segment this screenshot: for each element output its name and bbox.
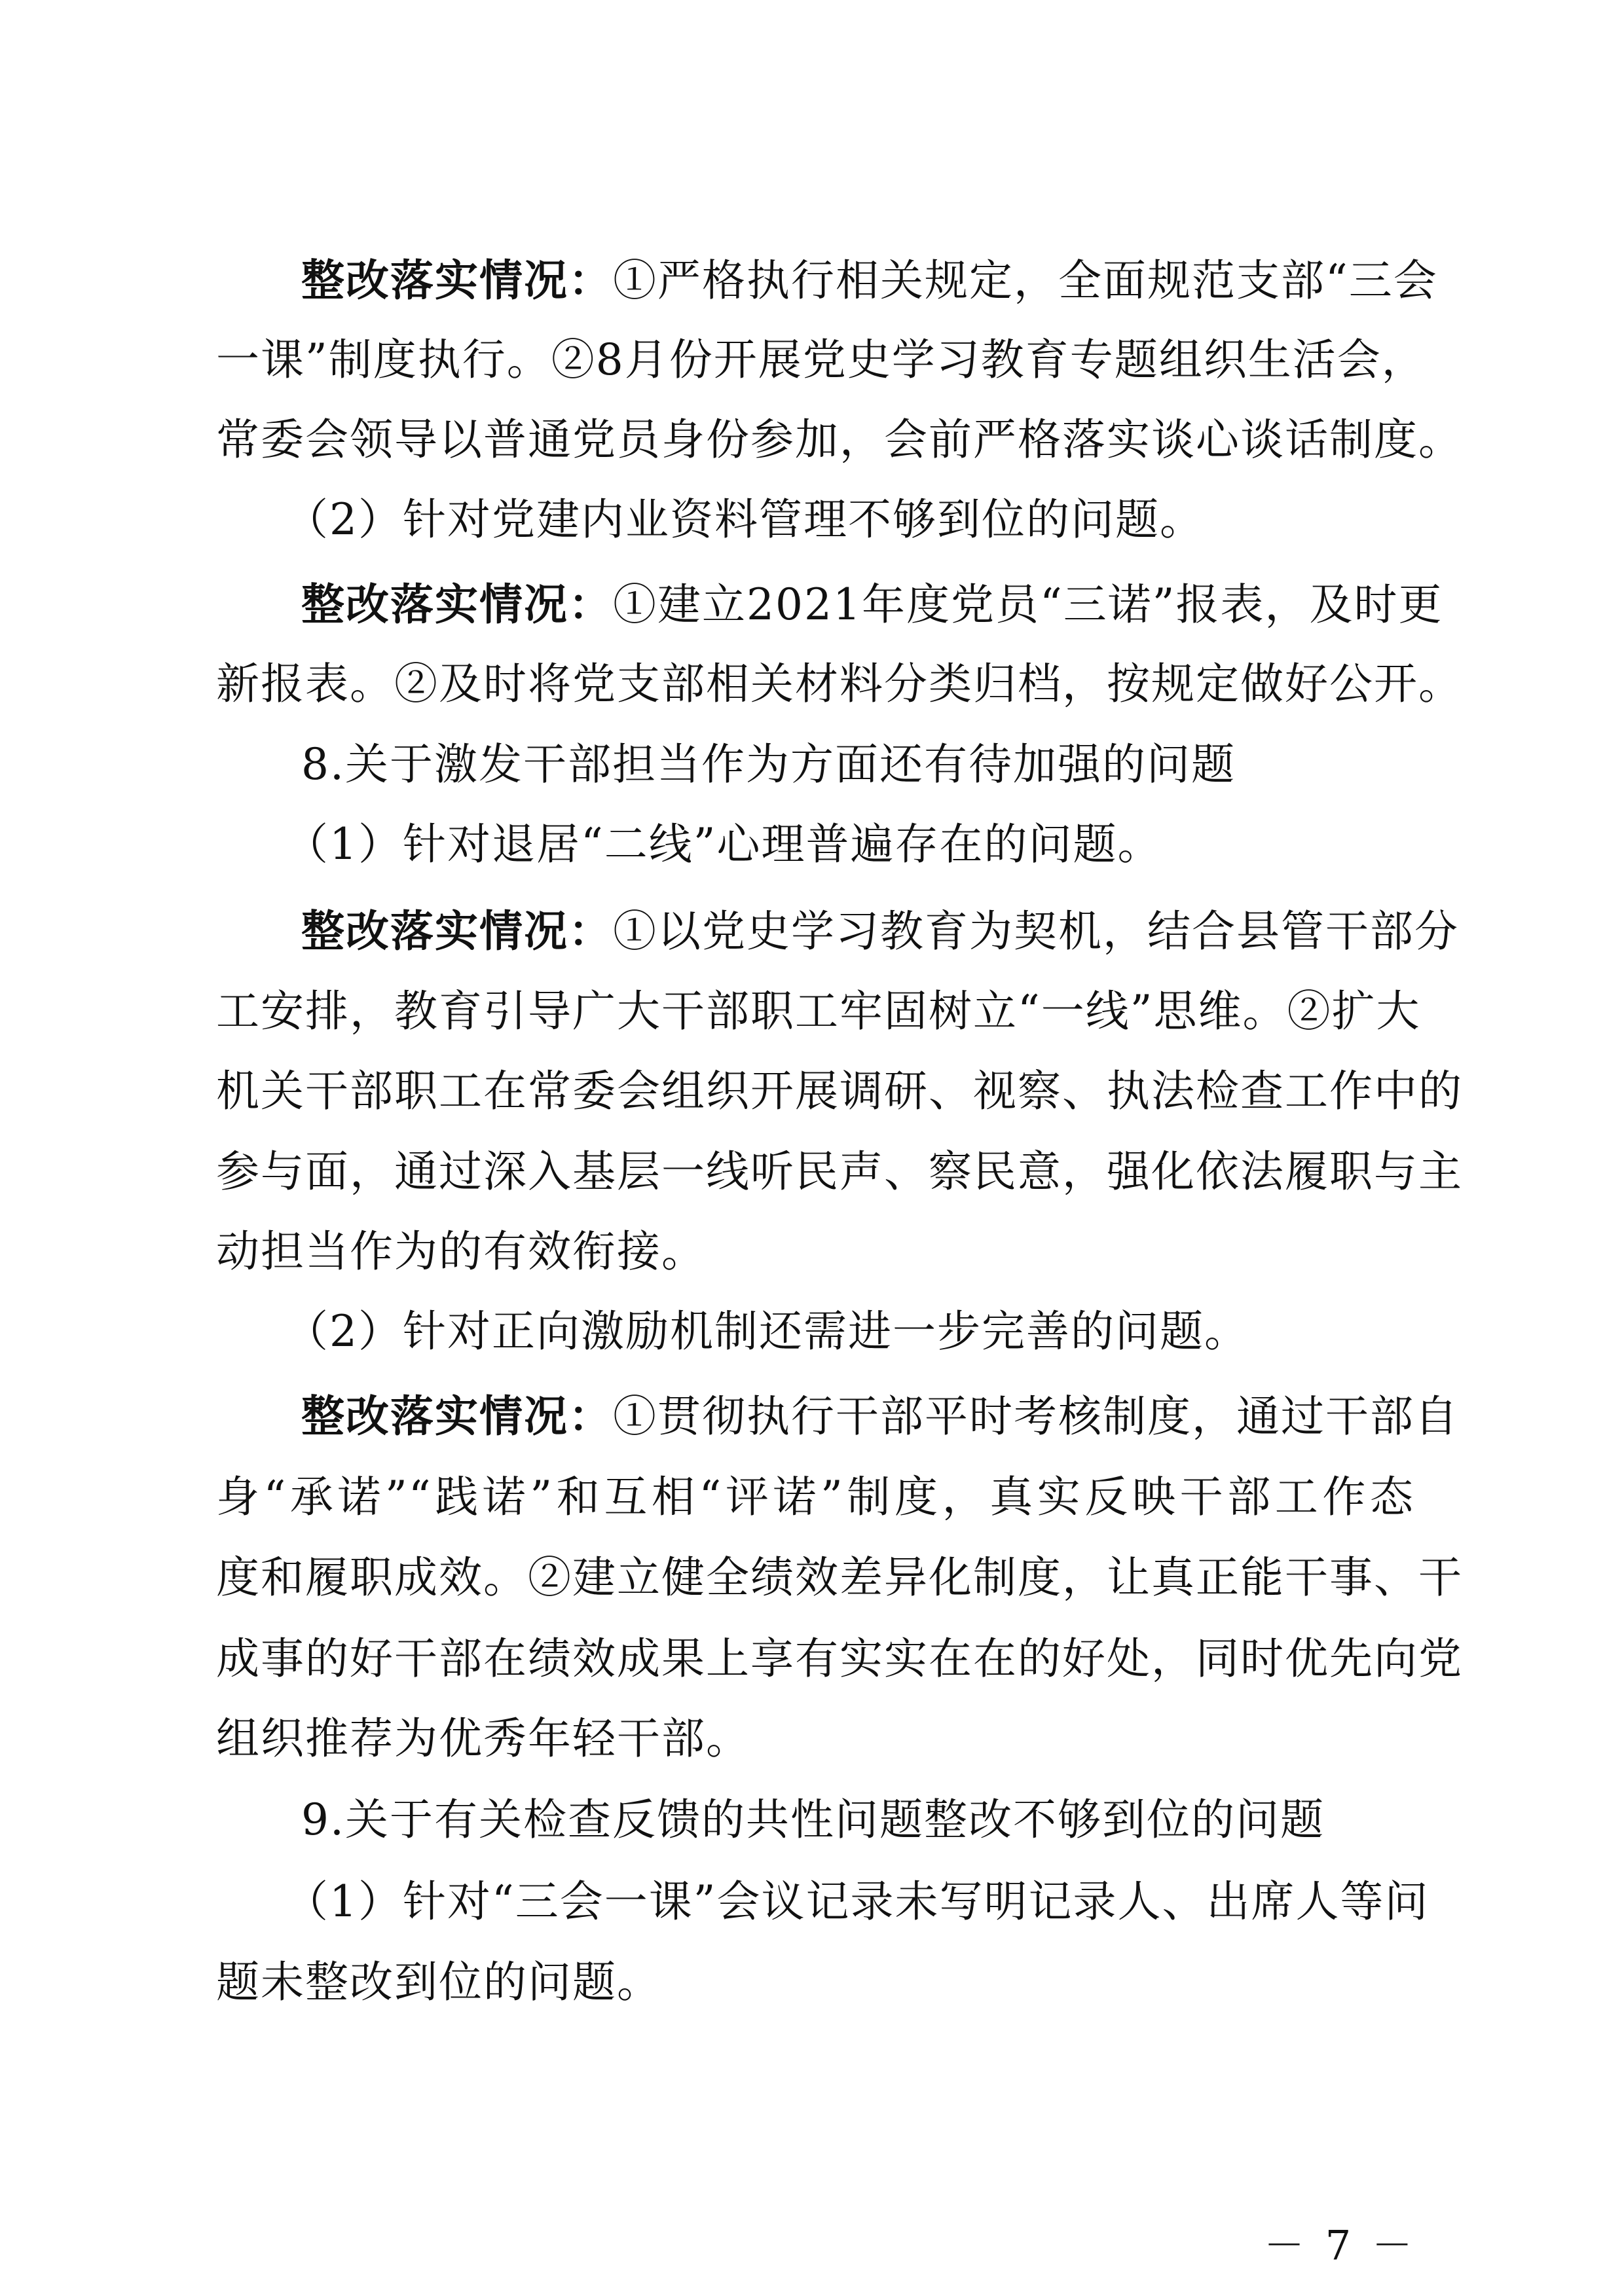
paragraph-line: 机关干部职工在常委会组织开展调研、视察、执法检查工作中的 (216, 1066, 1463, 1116)
paragraph-line: 参与面，通过深入基层一线听民声、察民意，强化依法履职与主 (216, 1146, 1463, 1197)
paragraph-line: 成事的好干部在绩效成果上享有实实在在的好处，同时优先向党 (216, 1633, 1463, 1684)
paragraph-line: 身“承诺”“践诺”和互相“评诺”制度，真实反映干部工作态 (216, 1472, 1414, 1522)
paragraph-line: 一课”制度执行。②8月份开展党史学习教育专题组织生活会， (216, 335, 1426, 385)
section-heading: 9.关于有关检查反馈的共性问题整改不够到位的问题 (301, 1795, 1325, 1845)
subheading: （2）针对正向激励机制还需进一步完善的问题。 (285, 1306, 1249, 1357)
paragraph-line: 新报表。②及时将党支部相关材料分类归档，按规定做好公开。 (216, 659, 1463, 709)
paragraph-line: 题未整改到位的问题。 (216, 1957, 661, 2007)
line-text: ①建立2021年度党员“三诺”报表，及时更 (613, 579, 1443, 630)
paragraph-line: 常委会领导以普通党员身份参加，会前严格落实谈心谈话制度。 (216, 414, 1463, 465)
paragraph-line (301, 1390, 1459, 1443)
paragraph-line (301, 254, 1438, 307)
line-text: ①贯彻执行干部平时考核制度，通过干部自 (613, 1391, 1459, 1442)
subheading: （1）针对退居“二线”心理普遍存在的问题。 (285, 819, 1162, 869)
paragraph-line: 工安排，教育引导广大干部职工牢固树立“一线”思维。②扩大 (216, 986, 1421, 1036)
line-text: ①严格执行相关规定，全面规范支部“三会 (613, 255, 1438, 306)
section-label: 整改落实情况： (301, 255, 613, 306)
page-number: － 7 － (1264, 2221, 1416, 2269)
subheading: （2）针对党建内业资料管理不够到位的问题。 (285, 494, 1204, 545)
paragraph-line: 组织推荐为优秀年轻干部。 (216, 1713, 750, 1764)
paragraph-line: 度和履职成效。②建立健全绩效差异化制度，让真正能干事、干 (216, 1552, 1463, 1603)
section-label: 整改落实情况： (301, 1391, 613, 1442)
paragraph-line (301, 578, 1443, 631)
paragraph-line: 动担当作为的有效衔接。 (216, 1226, 706, 1277)
section-label: 整改落实情况： (301, 905, 613, 957)
paragraph-line (301, 905, 1459, 958)
section-label: 整改落实情况： (301, 579, 613, 630)
section-heading: 8.关于激发干部担当作为方面还有待加强的问题 (301, 739, 1236, 790)
subheading: （1）针对“三会一课”会议记录未写明记录人、出席人等问 (285, 1876, 1430, 1927)
line-text: ①以党史学习教育为契机，结合县管干部分 (613, 906, 1459, 957)
